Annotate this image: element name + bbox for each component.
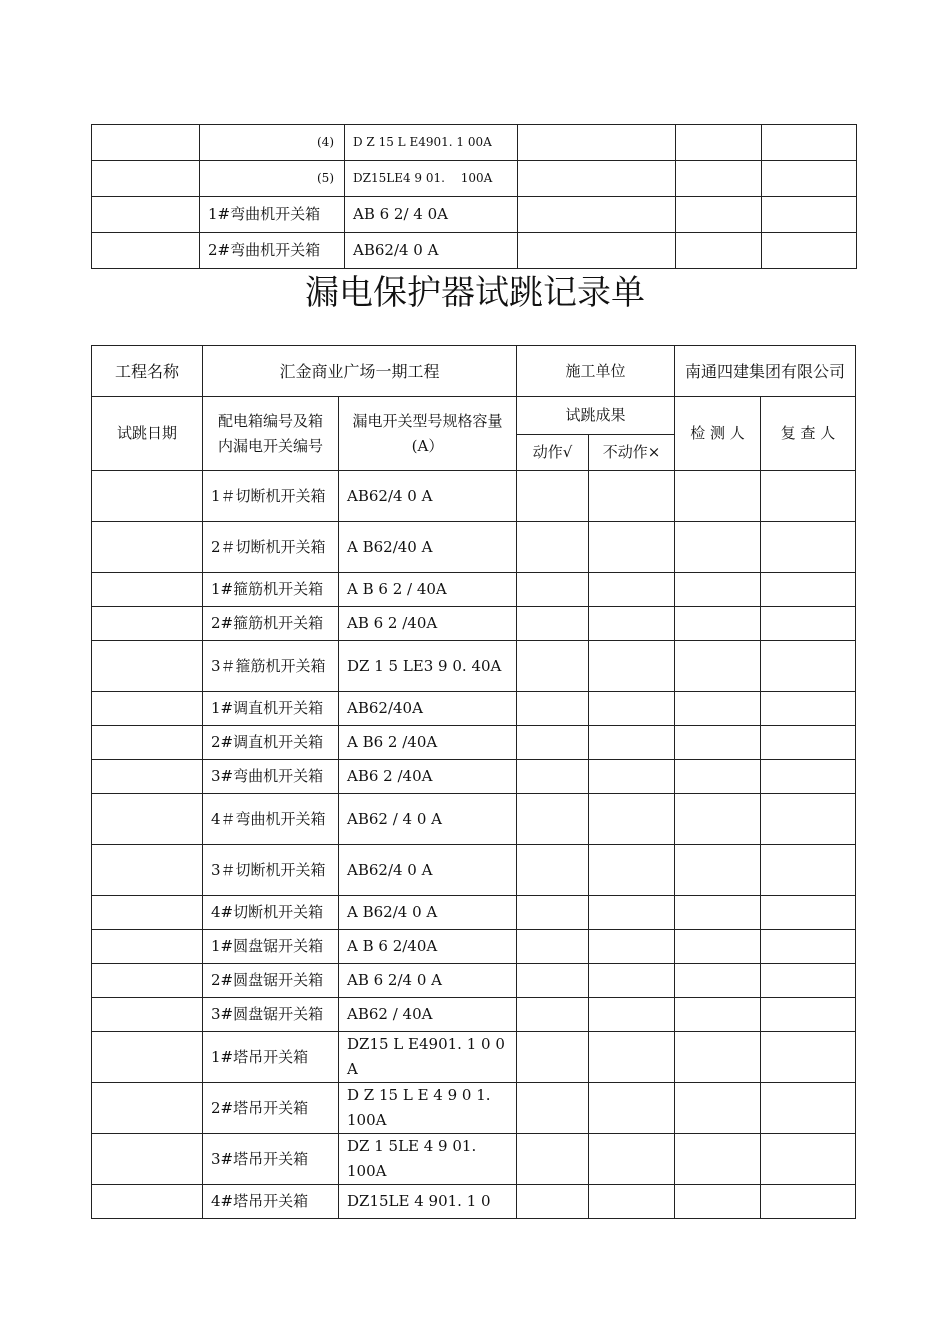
- box-name: 3#弯曲机开关箱: [203, 760, 339, 794]
- switch-spec: DZ15LE 4 901. 1 0: [339, 1185, 517, 1219]
- record-rows: [92, 471, 856, 1219]
- header-row-columns: [92, 397, 856, 435]
- no-action-cell: [589, 726, 675, 760]
- action-label: 动作√: [517, 435, 589, 471]
- box-name: 2＃切断机开关箱: [203, 522, 339, 573]
- action-cell: [517, 760, 589, 794]
- switch-spec: A B 6 2 / 40A: [339, 573, 517, 607]
- table-row: [92, 197, 857, 233]
- test-date-cell: [92, 794, 203, 845]
- inspector-label: 检 测 人: [675, 397, 761, 471]
- top-continuation-table: [91, 124, 857, 269]
- inspector-cell: [675, 1083, 761, 1134]
- date-label: 试跳日期: [92, 397, 203, 471]
- no-action-cell: [589, 896, 675, 930]
- box-name: 1#圆盘锯开关箱: [203, 930, 339, 964]
- test-date-cell: [92, 471, 203, 522]
- inspector-cell: [675, 760, 761, 794]
- table-row: [92, 964, 856, 998]
- inspector-cell: [675, 471, 761, 522]
- box-name: 1#调直机开关箱: [203, 692, 339, 726]
- contractor-label: 施工单位: [517, 346, 675, 397]
- no-action-cell: [589, 845, 675, 896]
- switch-spec: A B62/4 0 A: [339, 896, 517, 930]
- action-cell: [517, 998, 589, 1032]
- table-row: [92, 930, 856, 964]
- inspector-cell: [675, 692, 761, 726]
- test-date-cell: [92, 607, 203, 641]
- reviewer-cell: [761, 522, 856, 573]
- page-title: 漏电保护器试跳记录单: [305, 273, 645, 313]
- table-row: [92, 607, 856, 641]
- switch-spec: AB 6 2/4 0 A: [339, 964, 517, 998]
- no-action-cell: [589, 998, 675, 1032]
- table-row: [92, 573, 856, 607]
- box-name: 1#弯曲机开关箱: [200, 197, 345, 233]
- no-action-cell: [589, 760, 675, 794]
- action-cell: [517, 794, 589, 845]
- inspector-cell: [675, 794, 761, 845]
- action-cell: [517, 896, 589, 930]
- switch-spec: AB62/4 0 A: [345, 233, 518, 269]
- switch-spec: D Z 15 L E4901. 1 00A: [345, 125, 518, 161]
- test-date-cell: [92, 726, 203, 760]
- no-action-label: 不动作×: [589, 435, 675, 471]
- box-name: 3#圆盘锯开关箱: [203, 998, 339, 1032]
- switch-spec: A B62/40 A: [339, 522, 517, 573]
- switch-spec: AB62/4 0 A: [339, 845, 517, 896]
- no-action-cell: [589, 692, 675, 726]
- table-row: [92, 1032, 856, 1083]
- switch-spec: AB6 2 /40A: [339, 760, 517, 794]
- box-name: 2#圆盘锯开关箱: [203, 964, 339, 998]
- box-name: 2#弯曲机开关箱: [200, 233, 345, 269]
- box-name: 1#塔吊开关箱: [203, 1032, 339, 1083]
- no-action-cell: [589, 641, 675, 692]
- no-action-cell: [589, 573, 675, 607]
- inspector-cell: [675, 845, 761, 896]
- action-cell: [517, 726, 589, 760]
- box-name: 4#切断机开关箱: [203, 896, 339, 930]
- reviewer-cell: [761, 641, 856, 692]
- table-row: [92, 1185, 856, 1219]
- reviewer-cell: [761, 760, 856, 794]
- switch-spec: AB62/4 0 A: [339, 471, 517, 522]
- action-cell: [517, 641, 589, 692]
- no-action-cell: [589, 1134, 675, 1185]
- test-date-cell: [92, 998, 203, 1032]
- table-row: [92, 161, 857, 197]
- box-label: 配电箱编号及箱内漏电开关编号: [203, 397, 339, 471]
- test-date-cell: [92, 1083, 203, 1134]
- table-row: [92, 125, 857, 161]
- table-row: [92, 998, 856, 1032]
- test-date-cell: [92, 522, 203, 573]
- switch-spec: AB62 / 4 0 A: [339, 794, 517, 845]
- box-name: 1#箍筋机开关箱: [203, 573, 339, 607]
- table-row: [92, 522, 856, 573]
- switch-number: (5): [200, 161, 345, 197]
- no-action-cell: [589, 471, 675, 522]
- table-row: [92, 1134, 856, 1185]
- reviewer-cell: [761, 1083, 856, 1134]
- reviewer-cell: [761, 471, 856, 522]
- test-date-cell: [92, 1032, 203, 1083]
- box-name: 4#塔吊开关箱: [203, 1185, 339, 1219]
- table-row: [92, 641, 856, 692]
- no-action-cell: [589, 1032, 675, 1083]
- spec-label: 漏电开关型号规格容量(A）: [339, 397, 517, 471]
- switch-spec: AB 6 2 /40A: [339, 607, 517, 641]
- action-cell: [517, 471, 589, 522]
- switch-spec: DZ 1 5LE 4 9 01. 100A: [339, 1134, 517, 1185]
- action-cell: [517, 522, 589, 573]
- trip-test-record-table: [91, 345, 856, 1219]
- switch-spec: DZ 1 5 LE3 9 0. 40A: [339, 641, 517, 692]
- switch-spec: AB62/40A: [339, 692, 517, 726]
- reviewer-cell: [761, 692, 856, 726]
- action-cell: [517, 1083, 589, 1134]
- reviewer-cell: [761, 964, 856, 998]
- inspector-cell: [675, 641, 761, 692]
- test-date-cell: [92, 1134, 203, 1185]
- table-row: [92, 692, 856, 726]
- action-cell: [517, 607, 589, 641]
- test-date-cell: [92, 896, 203, 930]
- box-name: 3＃箍筋机开关箱: [203, 641, 339, 692]
- box-name: 3＃切断机开关箱: [203, 845, 339, 896]
- inspector-cell: [675, 522, 761, 573]
- table-row: [92, 471, 856, 522]
- table-row: [92, 1083, 856, 1134]
- no-action-cell: [589, 930, 675, 964]
- action-cell: [517, 692, 589, 726]
- table-row: [92, 794, 856, 845]
- box-name: 2#箍筋机开关箱: [203, 607, 339, 641]
- switch-spec: A B 6 2/40A: [339, 930, 517, 964]
- table-row: [92, 845, 856, 896]
- test-date-cell: [92, 930, 203, 964]
- reviewer-cell: [761, 573, 856, 607]
- inspector-cell: [675, 607, 761, 641]
- inspector-cell: [675, 1134, 761, 1185]
- inspector-cell: [675, 1032, 761, 1083]
- reviewer-label: 复 查 人: [761, 397, 856, 471]
- inspector-cell: [675, 998, 761, 1032]
- contractor-name: 南通四建集团有限公司: [675, 346, 856, 397]
- box-name: 3#塔吊开关箱: [203, 1134, 339, 1185]
- reviewer-cell: [761, 845, 856, 896]
- switch-spec: A B6 2 /40A: [339, 726, 517, 760]
- box-name: 4＃弯曲机开关箱: [203, 794, 339, 845]
- no-action-cell: [589, 1083, 675, 1134]
- no-action-cell: [589, 794, 675, 845]
- switch-spec: AB62 / 40A: [339, 998, 517, 1032]
- no-action-cell: [589, 1185, 675, 1219]
- reviewer-cell: [761, 930, 856, 964]
- project-label: 工程名称: [92, 346, 203, 397]
- no-action-cell: [589, 522, 675, 573]
- action-cell: [517, 1134, 589, 1185]
- no-action-cell: [589, 964, 675, 998]
- reviewer-cell: [761, 794, 856, 845]
- table-row: [92, 726, 856, 760]
- reviewer-cell: [761, 726, 856, 760]
- inspector-cell: [675, 930, 761, 964]
- inspector-cell: [675, 964, 761, 998]
- reviewer-cell: [761, 1134, 856, 1185]
- reviewer-cell: [761, 998, 856, 1032]
- inspector-cell: [675, 896, 761, 930]
- action-cell: [517, 845, 589, 896]
- table-row: [92, 760, 856, 794]
- reviewer-cell: [761, 1032, 856, 1083]
- inspector-cell: [675, 726, 761, 760]
- action-cell: [517, 930, 589, 964]
- reviewer-cell: [761, 896, 856, 930]
- reviewer-cell: [761, 1185, 856, 1219]
- test-date-cell: [92, 573, 203, 607]
- switch-number: (4): [200, 125, 345, 161]
- box-name: 1＃切断机开关箱: [203, 471, 339, 522]
- box-name: 2#塔吊开关箱: [203, 1083, 339, 1134]
- switch-spec: D Z 15 L E 4 9 0 1. 100A: [339, 1083, 517, 1134]
- inspector-cell: [675, 1185, 761, 1219]
- inspector-cell: [675, 573, 761, 607]
- result-label: 试跳成果: [517, 397, 675, 435]
- table-row: [92, 896, 856, 930]
- test-date-cell: [92, 964, 203, 998]
- project-name: 汇金商业广场一期工程: [203, 346, 517, 397]
- action-cell: [517, 964, 589, 998]
- switch-spec: DZ15 L E4901. 1 0 0 A: [339, 1032, 517, 1083]
- action-cell: [517, 1185, 589, 1219]
- test-date-cell: [92, 760, 203, 794]
- switch-spec: DZ15LE4 9 01. 100A: [345, 161, 518, 197]
- box-name: 2#调直机开关箱: [203, 726, 339, 760]
- switch-spec: AB 6 2/ 4 0A: [345, 197, 518, 233]
- header-row-project: [92, 346, 856, 397]
- reviewer-cell: [761, 607, 856, 641]
- action-cell: [517, 573, 589, 607]
- no-action-cell: [589, 607, 675, 641]
- table-row: [92, 233, 857, 269]
- test-date-cell: [92, 692, 203, 726]
- test-date-cell: [92, 845, 203, 896]
- test-date-cell: [92, 641, 203, 692]
- action-cell: [517, 1032, 589, 1083]
- test-date-cell: [92, 1185, 203, 1219]
